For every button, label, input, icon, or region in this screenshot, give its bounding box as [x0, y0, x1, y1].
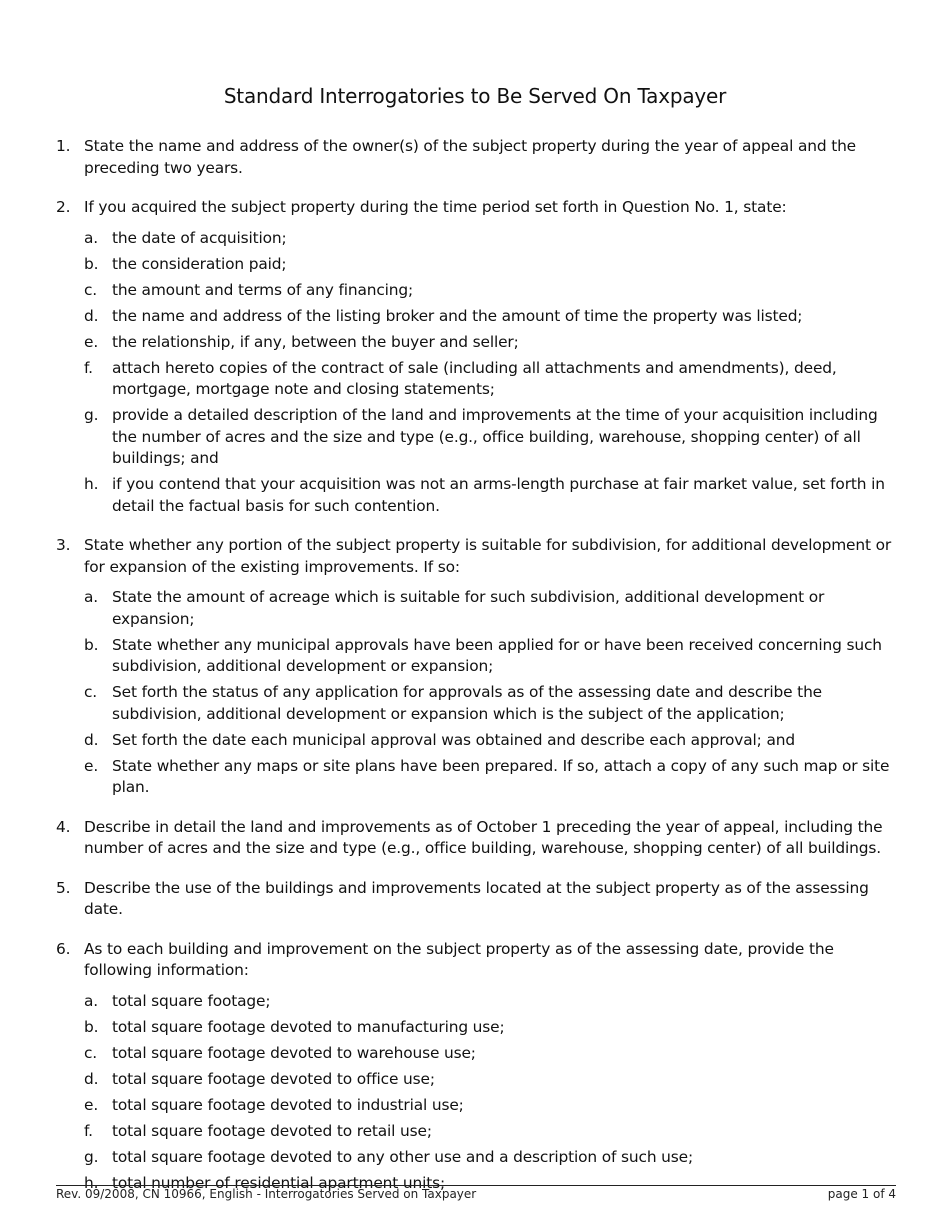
- question-text: As to each building and improvement on the subject property as of the assessing date, provide the following information:: [84, 939, 834, 979]
- sub-item-text: State whether any maps or site plans have been prepared. If so, attach a copy of any such map or site plan.: [112, 756, 890, 796]
- sub-item: [84, 1069, 896, 1091]
- sub-item-text: attach hereto copies of the contract of sale (including all attachments and amendments), deed, mortgage, mortgage note and closing statements;: [112, 358, 837, 398]
- sub-item: [84, 254, 896, 276]
- sub-item-letter: b.: [84, 1017, 99, 1036]
- sub-item-letter: h.: [84, 1173, 99, 1192]
- sub-item-text: State whether any municipal approvals have been applied for or have been received concerning such subdivision, additional development or expansion;: [112, 635, 882, 675]
- sub-item-text: total square footage devoted to manufacturing use;: [112, 1017, 505, 1036]
- footer-page-number: page 1 of 4: [827, 1187, 896, 1201]
- question-number: 1.: [56, 137, 71, 155]
- sub-item-text: the date of acquisition;: [112, 228, 287, 247]
- sub-item-text: total square footage;: [112, 991, 271, 1010]
- sub-item-letter: e.: [84, 756, 99, 775]
- sub-item-letter: h.: [84, 475, 99, 493]
- page-title: Standard Interrogatories to Be Served On Taxpayer: [223, 84, 727, 108]
- sub-item-text: Set forth the date each municipal approval was obtained and describe each approval; and: [112, 730, 795, 749]
- sub-item-text: the name and address of the listing broker and the amount of time the property was listed;: [112, 306, 803, 325]
- sub-item-letter: c.: [84, 683, 98, 701]
- question-number: 3.: [56, 536, 71, 554]
- question-number: 4.: [56, 817, 71, 836]
- sub-item-text: if you contend that your acquisition was not an arms-length purchase at fair market value, set forth in detail the factual basis for such contention.: [112, 475, 885, 515]
- sub-item-letter: g.: [84, 406, 99, 424]
- sub-item-letter: e.: [84, 332, 99, 351]
- sub-item: [84, 991, 896, 1013]
- question-item: [56, 197, 896, 517]
- question-text: State the name and address of the owner(s) of the subject property during the year of appeal and the preceding two years.: [84, 137, 856, 177]
- sub-item: [84, 730, 896, 752]
- sub-item-text: the relationship, if any, between the buyer and seller;: [112, 332, 519, 351]
- sub-item-text: total square footage devoted to any other use and a description of such use;: [112, 1147, 694, 1166]
- sub-item-letter: d.: [84, 1069, 99, 1088]
- sub-item: [84, 405, 896, 470]
- sub-item-letter: c.: [84, 1043, 98, 1062]
- question-number: 5.: [56, 878, 71, 897]
- page-footer: [56, 1185, 896, 1201]
- question-text: State whether any portion of the subject property is suitable for subdivision, for additional development or for expansion of the existing improvements. If so:: [84, 536, 892, 576]
- sub-item-text: total square footage devoted to industrial use;: [112, 1095, 464, 1114]
- sub-item-letter: d.: [84, 306, 99, 325]
- sub-item-text: provide a detailed description of the land and improvements at the time of your acquisition including the number of acres and the size and type (e.g., office building, warehouse, shopping center) of all buildings; and: [112, 406, 878, 467]
- question-item: [56, 136, 896, 179]
- sub-item-text: the consideration paid;: [112, 254, 287, 273]
- sub-item-text: total square footage devoted to retail use;: [112, 1121, 432, 1140]
- sub-item-text: Set forth the status of any application for approvals as of the assessing date and describe the subdivision, additional development or expansion which is the subject of the application;: [112, 683, 822, 723]
- sub-item-text: total square footage devoted to warehouse use;: [112, 1043, 476, 1062]
- footer-form-info: Rev. 09/2008, CN 10966, English - Interrogatories Served on Taxpayer: [56, 1187, 477, 1201]
- sub-item-letter: g.: [84, 1147, 99, 1166]
- sub-item-list: [84, 587, 896, 799]
- sub-item-letter: c.: [84, 280, 98, 299]
- sub-item-text: State the amount of acreage which is suitable for such subdivision, additional development or expansion;: [112, 588, 825, 628]
- question-list: [56, 136, 896, 1212]
- sub-item: [84, 1017, 896, 1039]
- sub-item: [84, 1121, 896, 1143]
- sub-item: [84, 756, 896, 799]
- question-number: 6.: [56, 939, 71, 958]
- question-number: 2.: [56, 198, 71, 216]
- sub-item: [84, 228, 896, 250]
- sub-item-list: [84, 228, 896, 518]
- sub-item-letter: f.: [84, 1121, 93, 1140]
- sub-item-letter: a.: [84, 991, 99, 1010]
- question-text: Describe the use of the buildings and improvements located at the subject property as of the assessing date.: [84, 878, 869, 918]
- question-text: Describe in detail the land and improvements as of October 1 preceding the year of appeal, including the number of acres and the size and type (e.g., office building, warehouse, shopping center) of all buildings.: [84, 817, 883, 857]
- sub-item: [84, 332, 896, 354]
- sub-item: [84, 682, 896, 725]
- sub-item: [84, 358, 896, 401]
- sub-item: [84, 635, 896, 678]
- sub-item-text: total square footage devoted to office use;: [112, 1069, 435, 1088]
- question-text: If you acquired the subject property during the time period set forth in Question No. 1, state:: [84, 198, 787, 216]
- sub-item: [84, 1095, 896, 1117]
- sub-item-letter: a.: [84, 588, 99, 606]
- sub-item-letter: b.: [84, 635, 99, 654]
- sub-item-text: the amount and terms of any financing;: [112, 280, 414, 299]
- sub-item: [84, 280, 896, 302]
- sub-item: [84, 474, 896, 517]
- question-item: [56, 817, 896, 860]
- sub-item-letter: a.: [84, 228, 99, 247]
- sub-item-letter: d.: [84, 730, 99, 749]
- question-item: [56, 939, 896, 1195]
- sub-item-letter: b.: [84, 254, 99, 273]
- sub-item-list: [84, 991, 896, 1195]
- sub-item: [84, 306, 896, 328]
- sub-item-text: total number of residential apartment units;: [112, 1173, 445, 1192]
- sub-item-letter: e.: [84, 1095, 99, 1114]
- sub-item: [84, 1043, 896, 1065]
- question-item: [56, 535, 896, 799]
- sub-item: [84, 587, 896, 630]
- sub-item-letter: f.: [84, 358, 93, 377]
- question-item: [56, 878, 896, 921]
- sub-item: [84, 1147, 896, 1169]
